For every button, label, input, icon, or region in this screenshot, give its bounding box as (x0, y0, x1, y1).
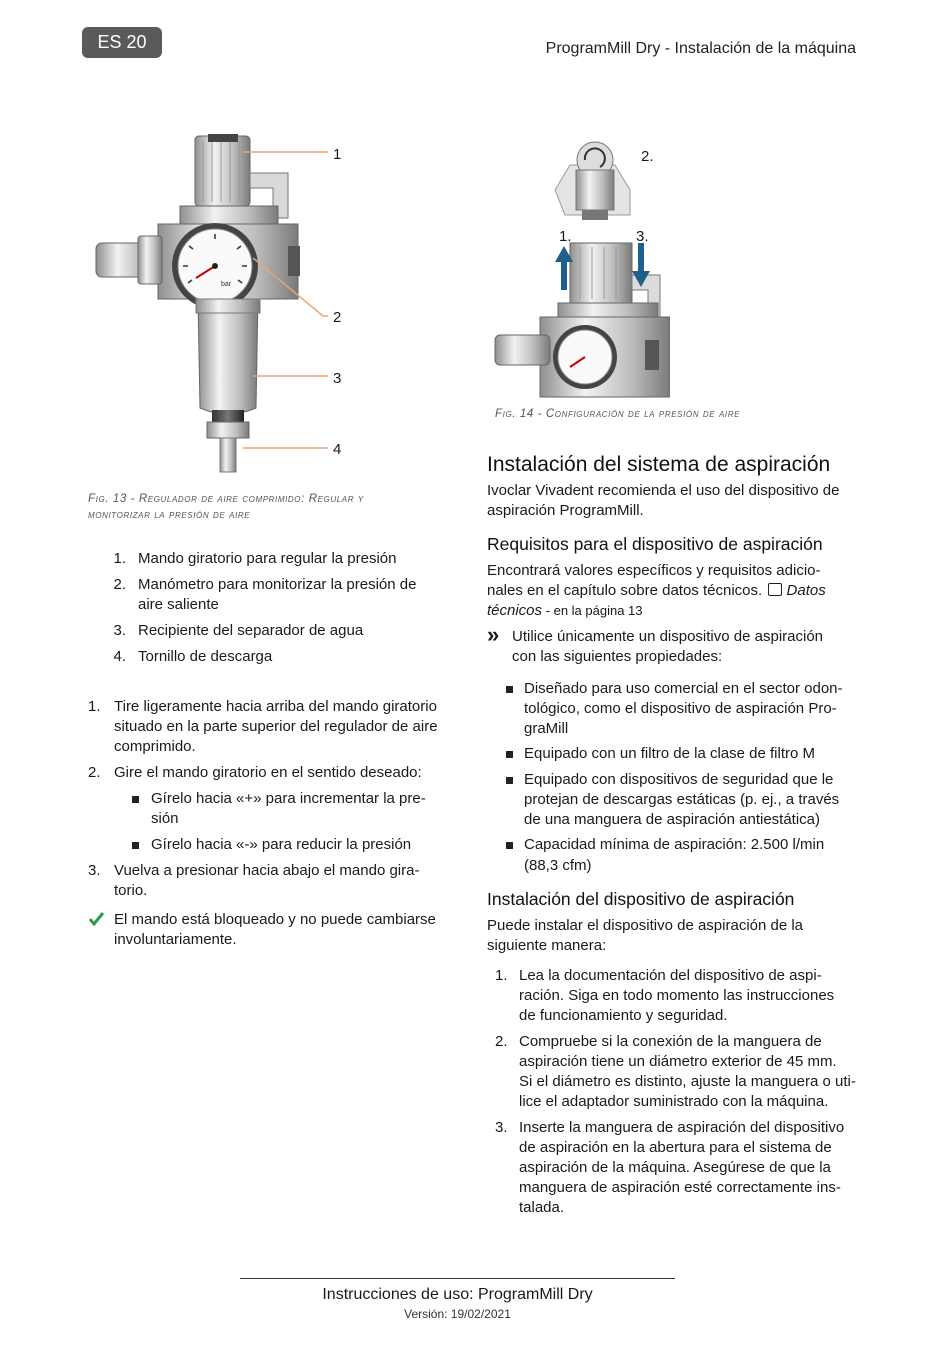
page-reference: - en la página 13 (542, 603, 643, 618)
gauge-unit-label: bar (221, 281, 232, 288)
footer-divider (240, 1278, 675, 1279)
intro-line1: Ivoclar Vivadent recomienda el uso del dispositivo de (487, 482, 840, 499)
step-number: 3. (495, 1119, 508, 1136)
step-number: 2. (88, 764, 101, 781)
footer-title: Instrucciones de uso: ProgramMill Dry (322, 1286, 593, 1303)
fig14-callout-3: 3. (636, 228, 649, 245)
result-line2: involuntariamente. (114, 931, 237, 948)
step-2-bullet-2: Gírelo hacia «-» para reducir la presión (151, 836, 412, 853)
page-number-badge: ES 20 (82, 27, 162, 58)
external-link-icon (768, 583, 782, 596)
install-step-1-line3: de funcionamiento y seguridad. (519, 1007, 728, 1024)
install-step-3 (495, 1118, 844, 1138)
requirement-bullet-1-line2: tológico, como el dispositivo de aspiración Pro- (524, 700, 837, 717)
requirements-text-line1: Encontrará valores específicos y requisitos adicio- (487, 562, 821, 579)
parts-list-item-4 (100, 647, 272, 667)
requirements-text-line3 (487, 601, 643, 621)
fig13-callout-4: 4 (333, 441, 342, 458)
bullet-square-icon (132, 842, 139, 849)
instruction-line2: con las siguientes propiedades: (512, 648, 723, 665)
fig13-caption-line1: Fig. 13 - Regulador de aire comprimido: Regular y (88, 493, 364, 505)
parts-list-item-2-cont: aire saliente (138, 596, 219, 613)
requirement-bullet-3: Equipado con dispositivos de seguridad que le (524, 771, 834, 788)
fig13-callout-2: 2 (333, 309, 342, 326)
figure-13-regulator (88, 128, 358, 488)
requirement-bullet-2: Equipado con un filtro de la clase de filtro M (524, 745, 815, 762)
install-step-3-line5: talada. (519, 1199, 565, 1216)
datos-tecnicos-link[interactable]: Datos (786, 582, 826, 599)
list-number: 4. (113, 648, 126, 665)
install-step-3-line3: aspiración de la máquina. Asegúrese de que la (519, 1159, 831, 1176)
figure-14-pressure-setting (490, 135, 670, 400)
datos-tecnicos-link-cont[interactable]: técnicos (487, 602, 543, 619)
install-intro-line1: Puede instalar el dispositivo de aspiración de la (487, 917, 804, 934)
step-text: Inserte la manguera de aspiración del dispositivo (519, 1119, 845, 1136)
install-step-3-line4: manguera de aspiración esté correctamente ins- (519, 1179, 841, 1196)
requirement-bullet-3-line2: protejan de descargas estáticas (p. ej., a través (524, 791, 840, 808)
step-number: 1. (495, 967, 508, 984)
list-text: Mando giratorio para regular la presión (138, 550, 397, 567)
parts-list-item-3 (100, 621, 363, 641)
install-step-3-line2: de aspiración en la abertura para el sistema de (519, 1139, 832, 1156)
list-number: 3. (113, 622, 126, 639)
requirement-bullet-4-line2: (88,3 cfm) (524, 857, 592, 874)
install-heading: Instalación del dispositivo de aspiración (487, 889, 795, 909)
list-text: Recipiente del separador de agua (138, 622, 364, 639)
install-step-1 (495, 966, 822, 986)
requirement-bullet-1: Diseñado para uso comercial en el sector odon- (524, 680, 843, 697)
step-2 (88, 763, 422, 783)
fig14-callout-2: 2. (641, 148, 654, 165)
step-text: Vuelva a presionar hacia abajo el mando gira- (114, 862, 420, 879)
bullet-square-icon (506, 777, 513, 784)
step-3 (88, 861, 419, 881)
install-step-2-line4: lice el adaptador suministrado con la máquina. (519, 1093, 829, 1110)
bullet-square-icon (506, 842, 513, 849)
requirements-text: nales en el capítulo sobre datos técnicos. (487, 582, 763, 599)
step-1-line3: comprimido. (114, 738, 196, 755)
list-number: 1. (113, 550, 126, 567)
step-2-bullet-1-cont: sión (151, 810, 179, 827)
bullet-square-icon (506, 751, 513, 758)
step-3-line2: torio. (114, 882, 148, 899)
parts-list-item-2 (100, 575, 416, 595)
step-text: Tire ligeramente hacia arriba del mando giratorio (114, 698, 437, 715)
requirement-bullet-3-line3: de una manguera de aspiración antiestática) (524, 811, 821, 828)
fig13-caption-line2: monitorizar la presión de aire (88, 509, 251, 521)
fig13-callout-3: 3 (333, 370, 342, 387)
result-line1: El mando está bloqueado y no puede cambiarse (114, 911, 436, 928)
install-intro-line2: siguiente manera: (487, 937, 607, 954)
step-1-line2: situado en la parte superior del regulador de aire (114, 718, 438, 735)
install-step-2-line3: Si el diámetro es distinto, ajuste la manguera o uti- (519, 1073, 856, 1090)
step-number: 3. (88, 862, 101, 879)
fig13-callout-1: 1 (333, 146, 342, 163)
list-text: Tornillo de descarga (138, 648, 273, 665)
step-text: Compruebe si la conexión de la manguera de (519, 1033, 822, 1050)
footer-version: Versión: 19/02/2021 (404, 1307, 511, 1321)
instruction-line1: Utilice únicamente un dispositivo de aspiración (512, 628, 824, 645)
step-1 (88, 697, 437, 717)
fig14-caption: Fig. 14 - Configuración de la presión de aire (495, 408, 741, 420)
bullet-square-icon (506, 686, 513, 693)
checkmark-icon (89, 912, 104, 926)
step-number: 1. (88, 698, 101, 715)
requirement-bullet-4: Capacidad mínima de aspiración: 2.500 l/min (524, 836, 825, 853)
requirements-heading: Requisitos para el dispositivo de aspiración (487, 534, 823, 554)
step-text: Lea la documentación del dispositivo de aspi- (519, 967, 822, 984)
step-2-bullet-1: Gírelo hacia «+» para incrementar la pre- (151, 790, 426, 807)
step-number: 2. (495, 1033, 508, 1050)
bullet-square-icon (132, 796, 139, 803)
install-step-2 (495, 1032, 822, 1052)
intro-line2: aspiración ProgramMill. (487, 502, 644, 519)
step-text: Gire el mando giratorio en el sentido deseado: (114, 764, 422, 781)
list-text: Manómetro para monitorizar la presión de (138, 576, 417, 593)
requirement-bullet-1-line3: graMill (524, 720, 569, 737)
list-number: 2. (113, 576, 126, 593)
install-step-1-line2: ración. Siga en todo momento las instrucciones (519, 987, 835, 1004)
fig14-callout-1: 1. (559, 228, 572, 245)
parts-list-item-1 (100, 549, 396, 569)
section-title: Instalación del sistema de aspiración (487, 453, 831, 476)
install-step-2-line2: aspiración tiene un diámetro exterior de 45 mm. (519, 1053, 837, 1070)
requirements-text-line2 (487, 581, 826, 601)
instruction-chevron-icon: » (487, 622, 500, 647)
header-title: ProgramMill Dry - Instalación de la máquina (545, 40, 856, 57)
